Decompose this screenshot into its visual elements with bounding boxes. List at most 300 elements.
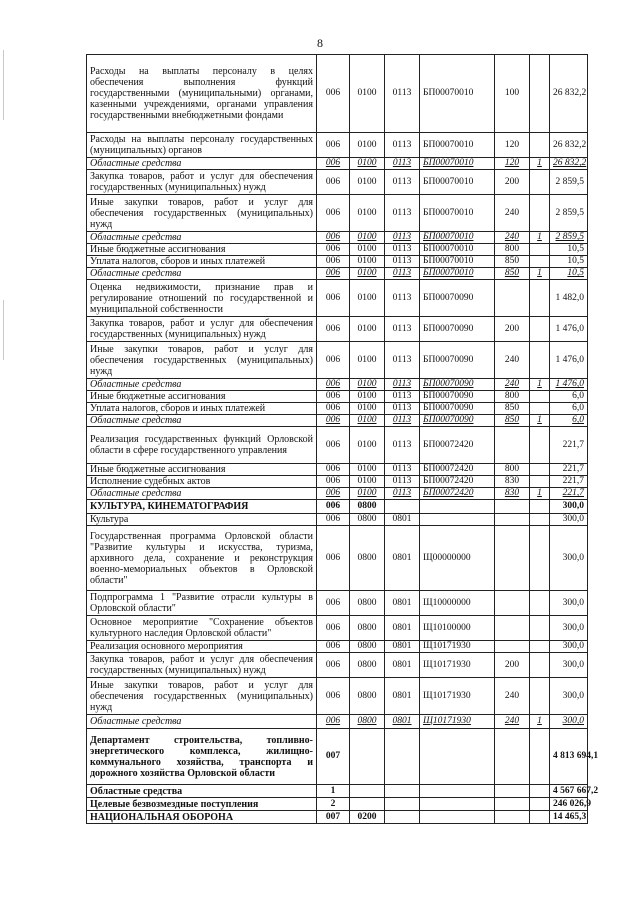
grbs-code: 1 [317,785,350,798]
subsection-code: 0801 [385,616,420,641]
row-name: НАЦИОНАЛЬНАЯ ОБОРОНА [87,811,317,824]
subsection-code [385,811,420,824]
grbs-code: 006 [317,342,350,379]
table-row [87,729,588,785]
amount: 1 476,0 [550,379,588,391]
table-row [87,195,588,232]
amount: 300,0 [550,526,588,591]
target-article-code: БП00070090 [420,379,495,391]
section-code: 0800 [350,514,385,526]
grbs-code: 006 [317,244,350,256]
source-code: 1 [530,158,550,170]
source-code [530,798,550,811]
table-row [87,526,588,591]
expense-type-code: 850 [495,403,530,415]
grbs-code: 006 [317,514,350,526]
section-code [350,798,385,811]
row-name: Иные бюджетные ассигнования [87,244,317,256]
section-code: 0100 [350,476,385,488]
grbs-code: 006 [317,158,350,170]
subsection-code: 0801 [385,715,420,729]
source-code [530,616,550,641]
target-article-code: Щ10171930 [420,653,495,678]
grbs-code: 006 [317,427,350,464]
source-code [530,678,550,715]
subsection-code [385,729,420,785]
source-code [530,244,550,256]
subsection-code: 0113 [385,403,420,415]
expense-type-code: 120 [495,133,530,158]
table-row [87,317,588,342]
subsection-code: 0113 [385,232,420,244]
target-article-code: БП00072420 [420,427,495,464]
grbs-code: 2 [317,798,350,811]
subsection-code: 0113 [385,415,420,427]
row-name: Уплата налогов, сборов и иных платежей [87,403,317,415]
subsection-code: 0113 [385,342,420,379]
source-code [530,811,550,824]
row-name: Реализация основного мероприятия [87,641,317,653]
row-name: Закупка товаров, работ и услуг для обеспечения государственных (муниципальных) нужд [87,170,317,195]
amount: 300,0 [550,591,588,616]
subsection-code: 0801 [385,653,420,678]
source-code [530,500,550,514]
expense-type-code: 800 [495,464,530,476]
expense-type-code: 240 [495,195,530,232]
row-name: Подпрограмма 1 "Развитие отрасли культуры в Орловской области" [87,591,317,616]
grbs-code: 006 [317,195,350,232]
table-row [87,379,588,391]
grbs-code: 006 [317,379,350,391]
expense-type-code: 850 [495,256,530,268]
table-row [87,256,588,268]
table-row [87,133,588,158]
table-row [87,591,588,616]
subsection-code: 0801 [385,514,420,526]
subsection-code: 0801 [385,641,420,653]
amount: 1 476,0 [550,317,588,342]
target-article-code: БП00070010 [420,256,495,268]
target-article-code: БП00070090 [420,317,495,342]
target-article-code: БП00070090 [420,391,495,403]
table-row [87,268,588,280]
row-name: Расходы на выплаты персоналу государственных (муниципальных) органов [87,133,317,158]
row-name: Исполнение судебных актов [87,476,317,488]
section-code: 0100 [350,158,385,170]
source-code [530,729,550,785]
row-name: Областные средства [87,415,317,427]
amount: 10,5 [550,244,588,256]
grbs-code: 006 [317,403,350,415]
expense-type-code [495,514,530,526]
row-name: Реализация государственных функций Орловской области в сфере государственного управления [87,427,317,464]
expense-type-code: 830 [495,476,530,488]
row-name: Областные средства [87,268,317,280]
target-article-code: БП00070090 [420,280,495,317]
amount: 14 465,3 [550,811,588,824]
grbs-code: 006 [317,641,350,653]
subsection-code: 0113 [385,244,420,256]
subsection-code: 0113 [385,280,420,317]
expense-type-code [495,591,530,616]
target-article-code: БП00070090 [420,415,495,427]
target-article-code: БП00070090 [420,403,495,415]
row-name: Областные средства [87,785,317,798]
expense-type-code [495,798,530,811]
row-name: Расходы на выплаты персоналу в целях обеспечения выполнения функций государственными (муниципальными) органами, казенными учреждениями, органами управления государственными внебюджетными фондами [87,55,317,133]
section-code: 0100 [350,391,385,403]
target-article-code: Щ10171930 [420,715,495,729]
grbs-code: 006 [317,653,350,678]
source-code: 1 [530,415,550,427]
amount: 10,5 [550,268,588,280]
source-code [530,427,550,464]
grbs-code: 006 [317,591,350,616]
section-code: 0100 [350,280,385,317]
source-code [530,391,550,403]
expense-type-code: 850 [495,415,530,427]
section-code: 0100 [350,415,385,427]
source-code [530,317,550,342]
expense-type-code [495,526,530,591]
subsection-code: 0801 [385,526,420,591]
amount: 300,0 [550,678,588,715]
table-row [87,715,588,729]
section-code: 0100 [350,464,385,476]
expense-type-code [495,280,530,317]
section-code: 0100 [350,403,385,415]
table-row [87,464,588,476]
row-name: Областные средства [87,379,317,391]
source-code [530,526,550,591]
expense-type-code [495,811,530,824]
expense-type-code: 240 [495,342,530,379]
table-row [87,811,588,824]
subsection-code: 0801 [385,591,420,616]
target-article-code [420,811,495,824]
section-code: 0800 [350,641,385,653]
expense-type-code: 200 [495,317,530,342]
grbs-code: 006 [317,256,350,268]
expense-type-code: 120 [495,158,530,170]
expense-type-code: 240 [495,678,530,715]
row-name: Оценка недвижимости, признание прав и регулирование отношений по государственной и муниципальной собственности [87,280,317,317]
subsection-code: 0113 [385,476,420,488]
target-article-code: Щ10100000 [420,616,495,641]
grbs-code: 006 [317,391,350,403]
amount: 4 813 694,1 [550,729,588,785]
source-code [530,641,550,653]
budget-allocation-table [86,54,599,824]
source-code [530,342,550,379]
table-row [87,232,588,244]
subsection-code: 0113 [385,464,420,476]
table-row [87,415,588,427]
amount: 10,5 [550,256,588,268]
source-code: 1 [530,715,550,729]
expense-type-code: 850 [495,268,530,280]
source-code [530,55,550,133]
amount: 221,7 [550,488,588,500]
source-code [530,464,550,476]
expense-type-code [495,616,530,641]
row-name: Департамент строительства, топливно-энергетического комплекса, жилищно-коммунального хозяйства, транспорта и дорожного хозяйства Орловской области [87,729,317,785]
target-article-code [420,500,495,514]
expense-type-code: 800 [495,244,530,256]
row-name: Целевые безвозмездные поступления [87,798,317,811]
expense-type-code: 100 [495,55,530,133]
subsection-code: 0113 [385,391,420,403]
row-name: Культура [87,514,317,526]
grbs-code: 006 [317,715,350,729]
section-code: 0100 [350,488,385,500]
target-article-code: Щ10171930 [420,678,495,715]
amount: 221,7 [550,427,588,464]
target-article-code [420,798,495,811]
row-name: Уплата налогов, сборов и иных платежей [87,256,317,268]
row-name: Иные закупки товаров, работ и услуг для обеспечения государственных (муниципальных) нужд [87,342,317,379]
expense-type-code [495,500,530,514]
source-code [530,653,550,678]
expense-type-code: 200 [495,653,530,678]
amount: 221,7 [550,464,588,476]
table-row [87,785,588,798]
section-code: 0100 [350,244,385,256]
target-article-code: БП00072420 [420,464,495,476]
source-code: 1 [530,488,550,500]
table-row [87,55,588,133]
section-code [350,729,385,785]
expense-type-code [495,427,530,464]
table-row [87,616,588,641]
section-code: 0800 [350,715,385,729]
amount: 300,0 [550,500,588,514]
table-row [87,476,588,488]
source-code: 1 [530,232,550,244]
grbs-code: 006 [317,616,350,641]
section-code: 0800 [350,616,385,641]
row-name: КУЛЬТУРА, КИНЕМАТОГРАФИЯ [87,500,317,514]
grbs-code: 006 [317,526,350,591]
target-article-code: БП00070010 [420,170,495,195]
target-article-code: Щ10000000 [420,591,495,616]
target-article-code [420,729,495,785]
row-name: Областные средства [87,232,317,244]
target-article-code: БП00070090 [420,342,495,379]
expense-type-code: 830 [495,488,530,500]
row-name: Иные закупки товаров, работ и услуг для обеспечения государственных (муниципальных) нужд [87,195,317,232]
amount: 300,0 [550,641,588,653]
target-article-code: Щ00000000 [420,526,495,591]
section-code: 0100 [350,342,385,379]
expense-type-code [495,729,530,785]
amount: 6,0 [550,415,588,427]
amount: 4 567 667,2 [550,785,588,798]
grbs-code: 006 [317,317,350,342]
target-article-code: БП00070010 [420,158,495,170]
amount: 1 482,0 [550,280,588,317]
row-name: Иные закупки товаров, работ и услуг для обеспечения государственных (муниципальных) нужд [87,678,317,715]
row-name: Основное мероприятие "Сохранение объектов культурного наследия Орловской области" [87,616,317,641]
table-row [87,653,588,678]
section-code: 0100 [350,268,385,280]
amount: 6,0 [550,403,588,415]
section-code: 0100 [350,55,385,133]
table-row [87,678,588,715]
subsection-code: 0113 [385,256,420,268]
table-row [87,403,588,415]
subsection-code [385,500,420,514]
expense-type-code [495,785,530,798]
subsection-code: 0113 [385,317,420,342]
target-article-code: Щ10171930 [420,641,495,653]
row-name: Иные бюджетные ассигнования [87,391,317,403]
source-code [530,195,550,232]
subsection-code [385,798,420,811]
target-article-code: БП00070010 [420,133,495,158]
section-code: 0800 [350,678,385,715]
expense-type-code [495,641,530,653]
subsection-code: 0113 [385,133,420,158]
grbs-code: 006 [317,280,350,317]
row-name: Иные бюджетные ассигнования [87,464,317,476]
section-code: 0100 [350,427,385,464]
table-row [87,391,588,403]
grbs-code: 006 [317,488,350,500]
binding-margin-mark [3,300,4,360]
table-row [87,427,588,464]
expense-type-code: 800 [495,391,530,403]
expense-type-code: 240 [495,379,530,391]
section-code: 0100 [350,379,385,391]
grbs-code: 006 [317,476,350,488]
source-code [530,591,550,616]
target-article-code: БП00070010 [420,55,495,133]
grbs-code: 007 [317,729,350,785]
section-code: 0100 [350,317,385,342]
target-article-code: БП00072420 [420,488,495,500]
amount: 300,0 [550,514,588,526]
grbs-code: 006 [317,133,350,158]
amount: 300,0 [550,616,588,641]
row-name: Государственная программа Орловской области "Развитие культуры и искусства, туризма, архивного дела, сохранение и реконструкция военно-мемориальных объектов в Орловской области" [87,526,317,591]
amount: 2 859,5 [550,195,588,232]
source-code [530,476,550,488]
grbs-code: 006 [317,170,350,195]
expense-type-code: 240 [495,232,530,244]
source-code [530,170,550,195]
subsection-code [385,785,420,798]
target-article-code: БП00070010 [420,268,495,280]
amount: 26 832,2 [550,55,588,133]
source-code: 1 [530,379,550,391]
amount: 2 859,5 [550,170,588,195]
source-code: 1 [530,268,550,280]
section-code: 0100 [350,170,385,195]
grbs-code: 006 [317,464,350,476]
subsection-code: 0113 [385,268,420,280]
table-row [87,488,588,500]
expense-type-code: 240 [495,715,530,729]
section-code: 0100 [350,195,385,232]
target-article-code: БП00072420 [420,476,495,488]
page-number: 8 [317,36,323,50]
grbs-code: 006 [317,415,350,427]
amount: 246 026,9 [550,798,588,811]
binding-margin-mark [3,50,4,120]
grbs-code: 006 [317,232,350,244]
amount: 221,7 [550,476,588,488]
grbs-code: 006 [317,268,350,280]
table-row [87,798,588,811]
target-article-code [420,514,495,526]
row-name: Областные средства [87,488,317,500]
section-code: 0800 [350,526,385,591]
target-article-code [420,785,495,798]
source-code [530,280,550,317]
amount: 300,0 [550,715,588,729]
subsection-code: 0113 [385,195,420,232]
amount: 300,0 [550,653,588,678]
target-article-code: БП00070010 [420,244,495,256]
table-row [87,280,588,317]
target-article-code: БП00070010 [420,195,495,232]
row-name: Закупка товаров, работ и услуг для обеспечения государственных (муниципальных) нужд [87,653,317,678]
section-code: 0100 [350,232,385,244]
subsection-code: 0113 [385,379,420,391]
source-code [530,785,550,798]
source-code [530,256,550,268]
table-row [87,514,588,526]
section-code [350,785,385,798]
table-row [87,158,588,170]
section-code: 0800 [350,500,385,514]
amount: 26 832,2 [550,158,588,170]
amount: 26 832,2 [550,133,588,158]
grbs-code: 007 [317,811,350,824]
target-article-code: БП00070010 [420,232,495,244]
table-row [87,244,588,256]
subsection-code: 0113 [385,488,420,500]
section-code: 0800 [350,653,385,678]
amount: 2 859,5 [550,232,588,244]
subsection-code: 0113 [385,170,420,195]
source-code [530,133,550,158]
section-code: 0800 [350,591,385,616]
subsection-code: 0113 [385,427,420,464]
subsection-code: 0113 [385,158,420,170]
amount: 6,0 [550,391,588,403]
grbs-code: 006 [317,55,350,133]
amount: 1 476,0 [550,342,588,379]
source-code [530,403,550,415]
grbs-code: 006 [317,678,350,715]
section-code: 0200 [350,811,385,824]
expense-type-code: 200 [495,170,530,195]
source-code [530,514,550,526]
row-name: Областные средства [87,158,317,170]
table-row [87,170,588,195]
grbs-code: 006 [317,500,350,514]
row-name: Закупка товаров, работ и услуг для обеспечения государственных (муниципальных) нужд [87,317,317,342]
section-code: 0100 [350,133,385,158]
subsection-code: 0801 [385,678,420,715]
row-name: Областные средства [87,715,317,729]
section-code: 0100 [350,256,385,268]
subsection-code: 0113 [385,55,420,133]
table-row [87,641,588,653]
table-row [87,500,588,514]
